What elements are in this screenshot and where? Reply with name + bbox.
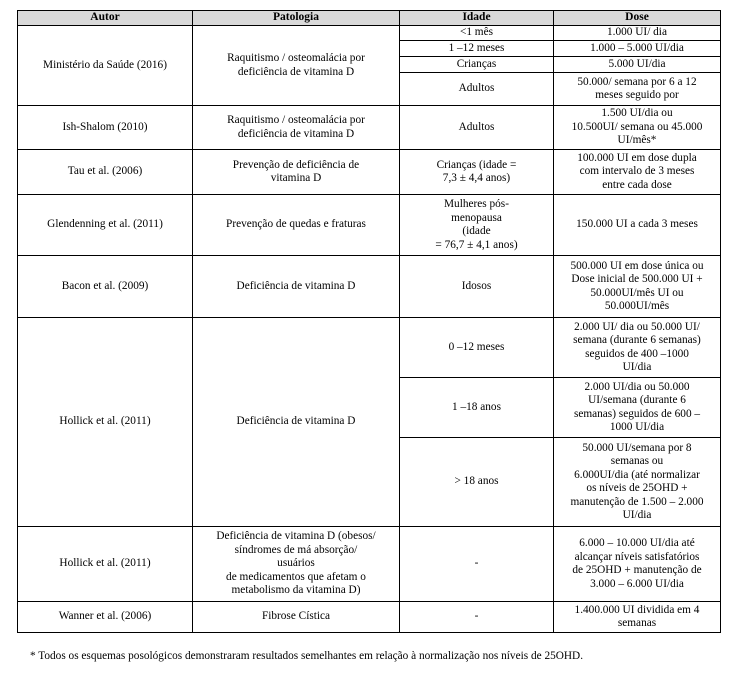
idade-cell: Adultos [400,106,554,150]
idade-cell: > 18 anos [400,438,554,527]
idade-cell: 1 –12 meses [400,41,554,57]
dose-cell: 6.000 – 10.000 UI/dia até alcançar níveis satisfatórios de 25OHD + manutenção de 3.000 – 6.000 UI/dia [554,527,721,602]
autor-cell: Hollick et al. (2011) [18,527,193,602]
patologia-cell: Deficiência de vitamina D [193,256,400,318]
table-row [18,602,721,633]
patologia-cell: Raquitismo / osteomalácia por deficiência de vitamina D [193,26,400,106]
patologia-cell: Prevenção de quedas e fraturas [193,195,400,256]
patologia-cell: Fibrose Cística [193,602,400,633]
table-row [18,256,721,318]
dose-cell: 2.000 UI/ dia ou 50.000 UI/ semana (durante 6 semanas) seguidos de 400 –1000 UI/dia [554,318,721,378]
table-row [18,150,721,195]
dose-cell: 150.000 UI a cada 3 meses [554,195,721,256]
patologia-cell: Deficiência de vitamina D [193,318,400,527]
header-patologia: Patologia [193,11,400,26]
dose-cell: 1.500 UI/dia ou 10.500UI/ semana ou 45.000 UI/mês* [554,106,721,150]
autor-cell: Ish-Shalom (2010) [18,106,193,150]
table-row [18,26,721,41]
dose-cell: 1.000 UI/ dia [554,26,721,41]
idade-cell: Idosos [400,256,554,318]
header-row [18,11,721,26]
dose-cell: 100.000 UI em dose dupla com intervalo de 3 meses entre cada dose [554,150,721,195]
dose-cell: 1.400.000 UI dividida em 4 semanas [554,602,721,633]
dose-cell: 2.000 UI/dia ou 50.000 UI/semana (durante 6 semanas) seguidos de 600 – 1000 UI/dia [554,378,721,438]
table-row [18,106,721,150]
autor-cell: Ministério da Saúde (2016) [18,26,193,106]
footnote: * Todos os esquemas posológicos demonstraram resultados semelhantes em relação à normalização nos níveis de 25OHD. [30,650,584,662]
table-row [18,318,721,378]
dose-cell: 500.000 UI em dose única ou Dose inicial de 500.000 UI + 50.000UI/mês UI ou 50.000UI/mês [554,256,721,318]
table-row [18,527,721,602]
header-idade: Idade [400,11,554,26]
header-dose: Dose [554,11,721,26]
idade-cell: - [400,527,554,602]
header-autor: Autor [18,11,193,26]
autor-cell: Wanner et al. (2006) [18,602,193,633]
table-row [18,195,721,256]
idade-cell: 0 –12 meses [400,318,554,378]
autor-cell: Bacon et al. (2009) [18,256,193,318]
idade-cell: Adultos [400,73,554,106]
idade-cell: 1 –18 anos [400,378,554,438]
patologia-cell: Deficiência de vitamina D (obesos/ síndromes de má absorção/ usuários de medicamentos que afetam o metabolismo da vitamina D) [193,527,400,602]
idade-cell: - [400,602,554,633]
dose-cell: 5.000 UI/dia [554,57,721,73]
idade-cell: Crianças [400,57,554,73]
autor-cell: Glendenning et al. (2011) [18,195,193,256]
dose-cell: 50.000/ semana por 6 a 12 meses seguido por [554,73,721,106]
dose-cell: 1.000 – 5.000 UI/dia [554,41,721,57]
autor-cell: Tau et al. (2006) [18,150,193,195]
idade-cell: <1 mês [400,26,554,41]
patologia-cell: Prevenção de deficiência de vitamina D [193,150,400,195]
patologia-cell: Raquitismo / osteomalácia por deficiência de vitamina D [193,106,400,150]
autor-cell: Hollick et al. (2011) [18,318,193,527]
idade-cell: Crianças (idade = 7,3 ± 4,4 anos) [400,150,554,195]
dose-table [17,10,721,633]
dose-cell: 50.000 UI/semana por 8 semanas ou 6.000UI/dia (até normalizar os níveis de 25OHD + manutenção de 1.500 – 2.000 UI/dia [554,438,721,527]
idade-cell: Mulheres pós- menopausa (idade = 76,7 ± 4,1 anos) [400,195,554,256]
